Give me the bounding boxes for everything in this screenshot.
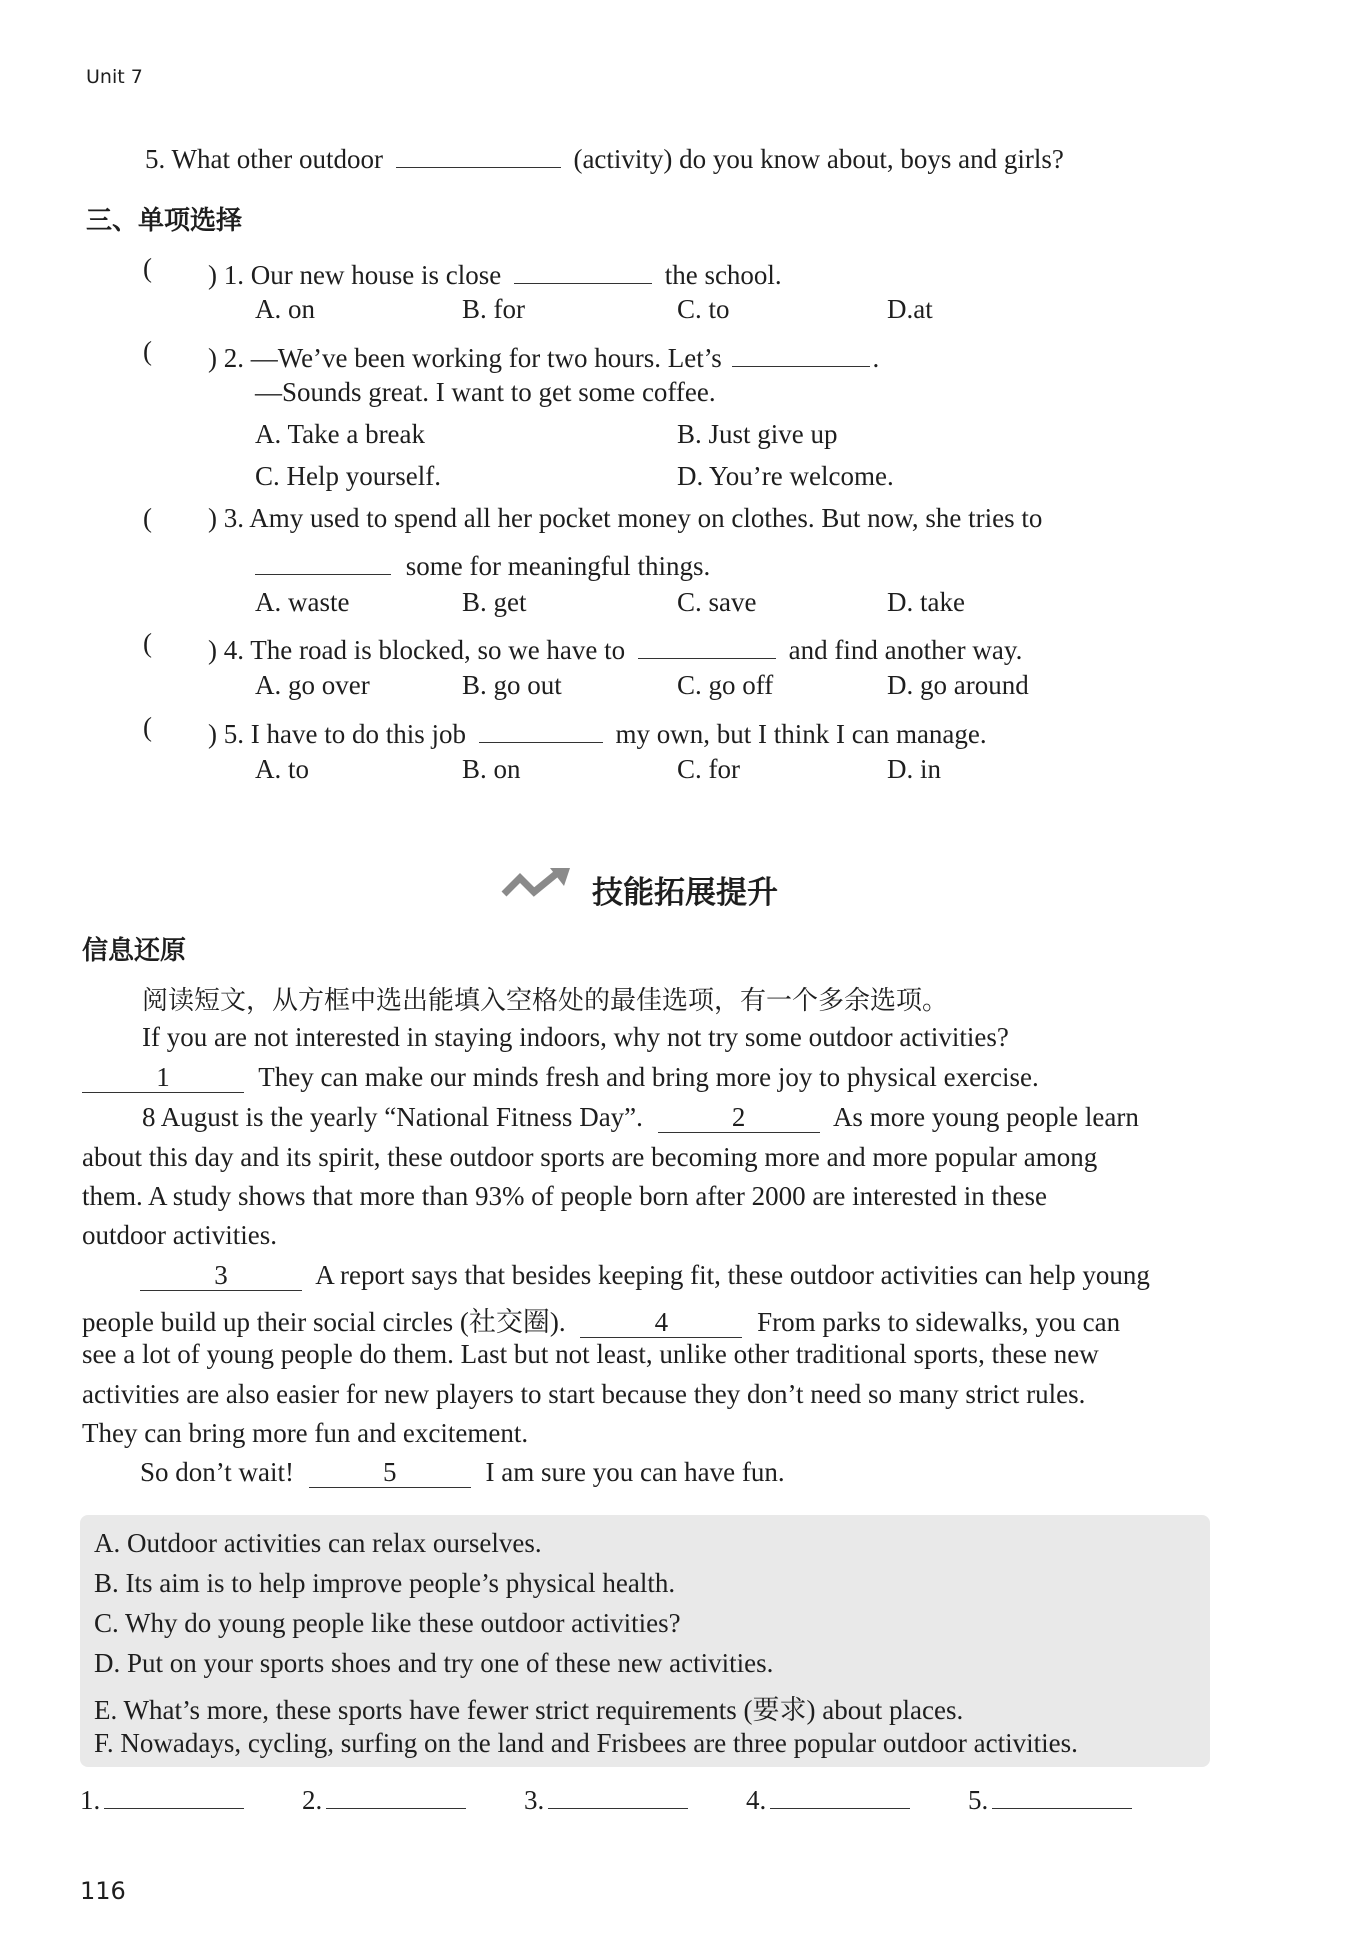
question-number: ) 1. [208,260,244,290]
option-a: A. waste [255,587,350,617]
question-text: some for meaningful things. [405,551,711,581]
question-text: —We’ve been working for two hours. Let’s [250,343,722,373]
answer-blank[interactable] [732,336,870,367]
passage-line: about this day and its spirit, these outdoor sports are becoming more and more popular among [82,1142,1098,1172]
question-number: ) 3. [208,503,244,533]
passage-line [82,1062,1039,1093]
option-a: A. Take a break [255,419,426,449]
question-number: ) 5. [208,719,244,749]
answer-paren[interactable]: ( [143,712,152,742]
answer-paren[interactable]: ( [143,253,152,283]
passage-blank-3[interactable]: 3 [140,1260,302,1291]
passage-blank-2[interactable]: 2 [658,1102,820,1133]
option-a-sentence: A. Outdoor activities can relax ourselves. [94,1528,542,1558]
passage-text: As more young people learn [832,1102,1139,1132]
passage-line: They can bring more fun and excitement. [82,1418,529,1448]
passage-blank-1[interactable]: 1 [82,1062,244,1093]
mc-question-1 [208,253,782,291]
answer-blank[interactable] [326,1782,466,1809]
answer-blank[interactable] [104,1782,244,1809]
passage-line [82,1300,1120,1339]
passage-line: them. A study shows that more than 93% of people born after 2000 are interested in these [82,1181,1048,1211]
question-text-line2 [255,544,710,582]
question-text: the school. [664,260,782,290]
option-c: C. for [677,754,740,784]
option-c-sentence: C. Why do young people like these outdoor activities? [94,1608,681,1638]
passage-text: From parks to sidewalks, you can [757,1307,1121,1337]
answer-slot-4 [746,1782,910,1816]
question-text: Amy used to spend all her pocket money on clothes. But now, she tries to [249,503,1043,533]
section-title-multiple-choice: 三、单项选择 [86,206,243,236]
skills-section-title: 技能拓展提升 [592,875,778,911]
option-d: D. take [887,587,965,617]
option-b: B. on [462,754,521,784]
question-text: 5. What other outdoor [145,144,383,174]
answer-blank[interactable] [992,1782,1132,1809]
passage-line: see a lot of young people do them. Last but not least, unlike other traditional sports, these new [82,1339,1099,1369]
option-a: A. on [255,294,315,324]
option-b-sentence: B. Its aim is to help improve people’s physical health. [94,1568,676,1598]
unit-label: Unit 7 [86,66,143,88]
option-a: A. to [255,754,309,784]
question-text: I have to do this job [250,719,466,749]
passage-blank-5[interactable]: 5 [309,1457,471,1488]
question-text: my own, but I think I can manage. [615,719,987,749]
option-b: B. Just give up [677,419,838,449]
option-b: B. get [462,587,527,617]
passage-line: activities are also easier for new players to start because they don’t need so many strict rules. [82,1379,1086,1409]
answer-paren[interactable]: ( [143,503,152,533]
answer-paren[interactable]: ( [143,628,152,658]
answer-slot-2 [302,1782,466,1816]
mc-question-4 [208,628,1022,666]
answer-label: 4. [746,1785,767,1815]
question-number: ) 2. [208,343,244,373]
question-text: Our new house is close [250,260,502,290]
passage-line: If you are not interested in staying indoors, why not try some outdoor activities? [142,1022,1009,1052]
passage-line [140,1457,785,1488]
passage-text: So don’t wait! [140,1457,294,1487]
answer-slot-1 [80,1782,244,1816]
answer-blank[interactable] [514,253,652,284]
option-e-sentence: E. What’s more, these sports have fewer strict requirements (要求) about places. [94,1695,964,1725]
question-text: The road is blocked, so we have to [250,635,626,665]
mc-question-3 [208,503,1042,534]
passage-line [142,1102,1139,1133]
passage-text: 8 August is the yearly “National Fitness Day”. [142,1102,643,1132]
passage-text: A report says that besides keeping fit, these outdoor activities can help young [315,1260,1150,1290]
option-a: A. go over [255,670,370,700]
passage-line [140,1260,1150,1291]
page-number: 116 [80,1877,126,1905]
option-b: B. go out [462,670,562,700]
answer-label: 2. [302,1785,323,1815]
answer-label: 1. [80,1785,101,1815]
passage-line: outdoor activities. [82,1220,277,1250]
option-d-sentence: D. Put on your sports shoes and try one of these new activities. [94,1648,774,1678]
question-text: —Sounds great. I want to get some coffee. [255,377,716,407]
answer-label: 3. [524,1785,545,1815]
subsection-title-info: 信息还原 [82,936,187,966]
question-5-fill [145,137,1064,175]
answer-blank[interactable] [479,712,603,743]
period: . [872,343,880,373]
question-text: (activity) do you know about, boys and girls? [573,144,1064,174]
option-b: B. for [462,294,525,324]
option-c: C. save [677,587,757,617]
answer-paren[interactable]: ( [143,336,152,366]
answer-slot-3 [524,1782,688,1816]
answer-blank[interactable] [396,137,561,168]
option-d: D. go around [887,670,1029,700]
answer-slot-5 [968,1782,1132,1816]
passage-text: I am sure you can have fun. [485,1457,785,1487]
mc-question-2 [208,336,879,374]
option-d: D. You’re welcome. [677,461,894,491]
option-d: D. in [887,754,941,784]
passage-text: They can make our minds fresh and bring more joy to physical exercise. [258,1062,1039,1092]
answer-blank[interactable] [255,544,391,575]
option-d: D.at [887,294,933,324]
answer-blank[interactable] [548,1782,688,1809]
mc-question-5 [208,712,987,750]
question-text: and find another way. [788,635,1023,665]
passage-blank-4[interactable]: 4 [580,1307,742,1338]
answer-blank[interactable] [770,1782,910,1809]
trend-arrow-icon [500,868,572,907]
option-f-sentence: F. Nowadays, cycling, surfing on the land and Frisbees are three popular outdoor activities. [94,1728,1078,1758]
question-number: ) 4. [208,635,244,665]
instruction-text: 阅读短文，从方框中选出能填入空格处的最佳选项，有一个多余选项。 [142,986,949,1015]
option-c: C. Help yourself. [255,461,441,491]
option-c: C. to [677,294,730,324]
option-c: C. go off [677,670,774,700]
answer-label: 5. [968,1785,989,1815]
answer-blank[interactable] [638,628,776,659]
passage-text: people build up their social circles (社交圈). [82,1307,566,1337]
